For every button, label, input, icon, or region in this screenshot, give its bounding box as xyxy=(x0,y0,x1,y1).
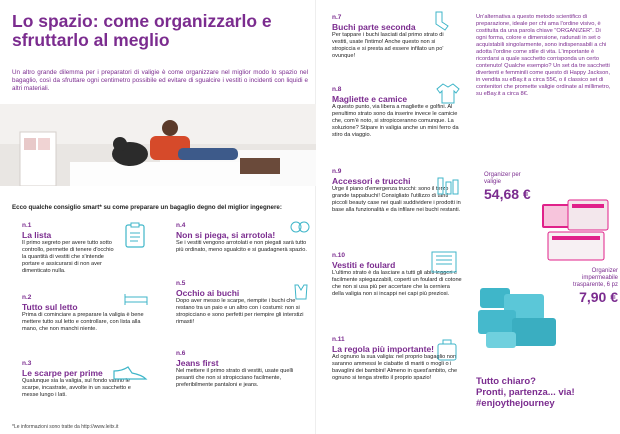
closing-line-1: Tutto chiaro? xyxy=(476,376,536,387)
shirt-icon xyxy=(436,82,460,104)
product-label: Organizer per valigie xyxy=(484,172,521,185)
tip-heading: Occhio ai buchi xyxy=(176,288,240,298)
closing-message xyxy=(476,376,616,409)
tip-heading: La regola più importante! xyxy=(332,344,435,354)
closing-hashtag: #enjoythejourney xyxy=(476,398,555,409)
tip-body: Dopo aver messo le scarpe, riempite i buchi che restano tra un paio e un altro con i costumi: non si stropicciano e sono perfetti per riempire gli interstizi rimasti! xyxy=(176,298,304,325)
tip-body: Nel mettere il primo strato di vestiti, usate quelli pesanti che non si stropicciano facilmente, preferibilmente pantaloni e jeans. xyxy=(176,368,294,388)
tip-body: Se i vestiti vengono arrotolati e non piegati sarà tutto più ordinato, meno sgualcito e si guadagnerà spazio. xyxy=(176,240,307,253)
socks-icon xyxy=(432,10,456,32)
tip-heading: Non si piega, si arrotola! xyxy=(176,230,276,240)
product-price: 54,68 € xyxy=(484,186,531,202)
tip-heading: Buchi parte seconda xyxy=(332,22,416,32)
tip-body: L'ultimo strato è da lasciare a tutti gli abiti leggeri e facilmente spiegazzabili, coperti un foulard di cotone che non si usa più per accertare che la cerniera della valigia non si incappi nei capi più preziosi. xyxy=(332,270,462,297)
rolled-clothes-icon xyxy=(290,220,310,234)
tip-body: Per tappare i buchi lasciati dal primo strato di vestiti, usate l'intimo! Anche questo non si stropiccia e si presta ad essere infilato un po' ovunque! xyxy=(332,32,444,59)
tip-heading: Le scarpe per prime xyxy=(22,368,103,378)
tip-number: n.9 xyxy=(332,168,342,175)
tip-number: n.4 xyxy=(176,222,186,229)
tip-number: n.7 xyxy=(332,14,342,21)
tip-number: n.1 xyxy=(22,222,32,229)
clipboard-icon xyxy=(124,222,146,248)
tip-body-text: A questo punto, via libera a magliette e golfini. Al penultimo strato sono da inserire invece le camicie che, com'è noto, si stropicceranno comunque. La soluzione? Stipare in valigia anche un mini ferro da stiro da viaggio. xyxy=(332,104,459,138)
swimsuit-icon xyxy=(292,283,310,301)
tip-body xyxy=(332,104,462,139)
organizer-paragraph: Un'alternativa a questo metodo scientifico di preparazione, ideale per chi ama l'ordine visivo, è costituita da una parola chiave "ORGANIZER". Di ogni forma, colore e dimensione, radunati in set o acquistabili singolarmente, sono indispensabili a chi adotta l'ordine come stile di vita. L'importante è ricordarsi a quale sacchetto corrisponda un certo contenuto! Qualche esempio? Un set da tre sacchetti divertenti e femminili come questo di Happy Jackson, in vendita su eBay.it a circa 55€, o il classico set di contenitori che promette valigie ordinate al millimetro, su eBay.it a circa 8€. xyxy=(476,14,611,97)
tip-heading: Tutto sul letto xyxy=(22,302,78,312)
scarf-icon xyxy=(430,250,460,276)
page-title: Lo spazio: come organizzarlo e sfruttarlo al meglio xyxy=(12,11,272,50)
tip-body: Prima di cominciare a preparare la valigia è bene mettere tutto sul letto e controllare, con lista alla mano, che non manchi niente. xyxy=(22,312,144,332)
tip-number: n.3 xyxy=(22,360,32,367)
tip-number: n.5 xyxy=(176,280,186,287)
tip-body: Urge il piano d'emergenza trucchi: sono il terzo grande tappabuchi! Consigliato l'utilizzo di tanti piccoli beauty case nei quali suddividere i prodotti in base alla funzionalità e da infilare nei buchi restanti. xyxy=(332,186,461,213)
turquoise-organizer-set-image xyxy=(476,284,560,350)
tip-heading: La lista xyxy=(22,230,52,240)
product-label: Organizer impermeabile trasparente, 6 pz xyxy=(572,268,618,288)
tip-number: n.8 xyxy=(332,86,342,93)
product-2 xyxy=(556,268,618,305)
product-1 xyxy=(484,172,534,202)
suitcase-icon xyxy=(436,338,458,362)
tip-heading: Accessori e trucchi xyxy=(332,176,411,186)
tip-number: n.2 xyxy=(22,294,32,301)
hero-photo xyxy=(0,104,316,186)
shoe-icon xyxy=(112,363,148,383)
makeup-brush-icon xyxy=(436,174,460,196)
closing-line-2: Pronti, partenza... via! xyxy=(476,387,575,398)
intro-paragraph: Un altro grande dilemma per i preparatori di valigie è come organizzare nel miglior modo lo spazio nel bagaglio, così da sfruttare ogni centimetro possibile ed evitare di sgualcire i vestiti o incidenti con liquidi e altri materiali. xyxy=(12,69,308,92)
tip-heading: Magliette e camice xyxy=(332,94,408,104)
tip-body: Il primo segreto per avere tutto sotto controllo, permette di tenere d'occhio la quantità di vestiti che s'intende portare e assicurarsi di non aver dimenticato nulla. xyxy=(22,240,114,274)
tip-body: Ad ognuno la sua valigia: nel proprio bagaglio non saranno ammessi le ciabatte di mariti o mogli o i bavaglini dei bambini! Almeno in quest'ambito, che ognuno si tenga stretto il proprio spazio! xyxy=(332,354,458,381)
footnote: *Le informazioni sono tratte da http://www.leitx.it xyxy=(12,424,119,430)
tip-heading: Vestiti e foulard xyxy=(332,260,396,270)
column-divider xyxy=(315,0,316,434)
tip-heading: Jeans first xyxy=(176,358,219,368)
tip-number: n.6 xyxy=(176,350,186,357)
tip-number: n.11 xyxy=(332,336,345,343)
tips-intro: Ecco qualche consiglio smart* su come preparare un bagaglio degno del miglior ingegnere: xyxy=(12,204,282,211)
bed-icon xyxy=(124,292,148,306)
pink-organizer-bags-image xyxy=(540,198,616,264)
product-price: 7,90 € xyxy=(579,289,618,305)
tip-6 xyxy=(176,350,312,389)
tip-number: n.10 xyxy=(332,252,346,259)
tip-body: Qualunque sia la valigia, sul fondo vanno le scarpe, incastrate, avvolte in un sacchetto e messe lungo i lati. xyxy=(22,378,131,398)
